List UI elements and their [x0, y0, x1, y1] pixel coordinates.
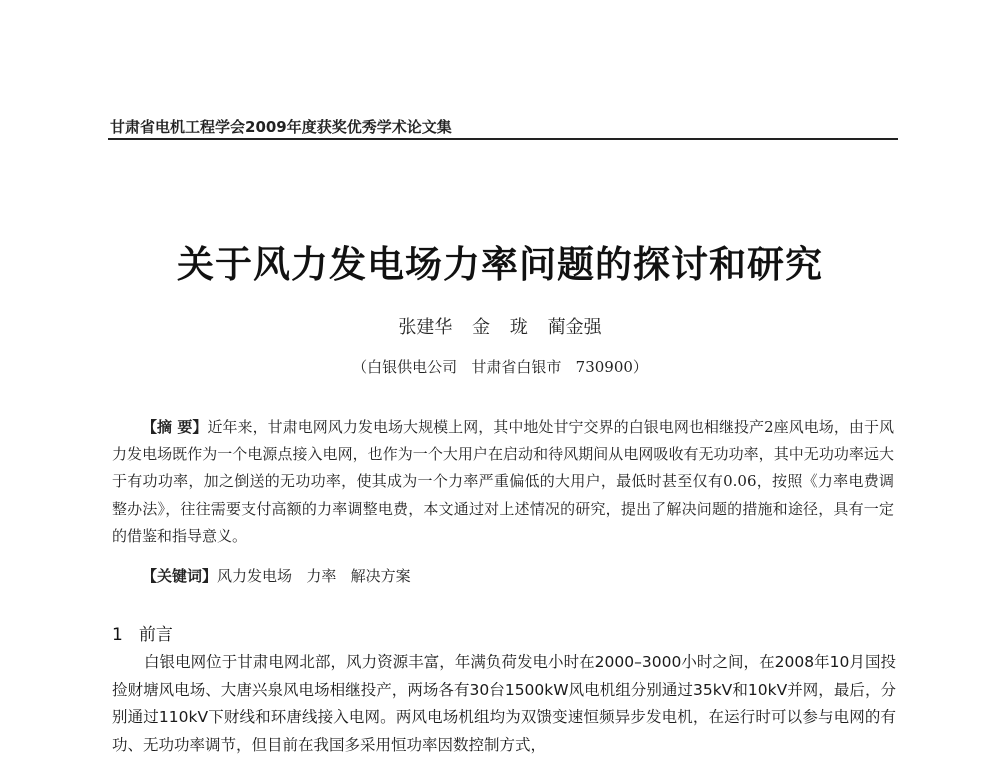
abstract-label: 【摘 要】: [142, 418, 208, 436]
keywords-text: 风力发电场 力率 解决方案: [217, 567, 411, 585]
keywords: [142, 565, 892, 586]
section-heading: [112, 620, 173, 645]
header-rule: [108, 138, 898, 140]
paper-title: 关于风力发电场力率问题的探讨和研究: [177, 243, 823, 286]
keywords-label: 【关键词】: [142, 567, 218, 585]
abstract: [112, 414, 894, 550]
running-header: 甘肃省电机工程学会2009年度获奖优秀学术论文集: [110, 118, 452, 136]
section-number: 1: [112, 625, 123, 645]
affiliation: （白银供电公司 甘肃省白银市 730900）: [352, 358, 648, 376]
abstract-text: 近年来，甘肃电网风力发电场大规模上网，其中地处甘宁交界的白银电网也相继投产2座风电场，由于风力发电场既作为一个电源点接入电网，也作为一个大用户在启动和待风期间从电网吸收有无功功率，其中无功功率远大于有功功率，加之倒送的无功功率，使其成为一个力率严重偏低的大用户，最低时甚至仅有0.06，按照《力率电费调整办法》，往往需要支付高额的力率调整电费，本文通过对上述情况的研究，提出了解决问题的措施和途径，具有一定的借鉴和指导意义。: [112, 418, 894, 545]
body-paragraph: 白银电网位于甘肃电网北部，风力资源丰富，年满负荷发电小时在2000–3000小时之间，在2008年10月国投捡财塘风电场、大唐兴泉风电场相继投产，两场各有30台1500kW风电机组分别通过35kV和10kV并网，最后，分别通过110kV下财线和环唐线接入电网。两风电场机组均为双馈变速恒频异步发电机，在运行时可以参与电网的有功、无功功率调节，但目前在我国多采用恒功率因数控制方式，: [112, 653, 896, 754]
authors: 张建华 金 珑 蔺金强: [398, 317, 602, 338]
section-title: 前言: [138, 625, 173, 645]
